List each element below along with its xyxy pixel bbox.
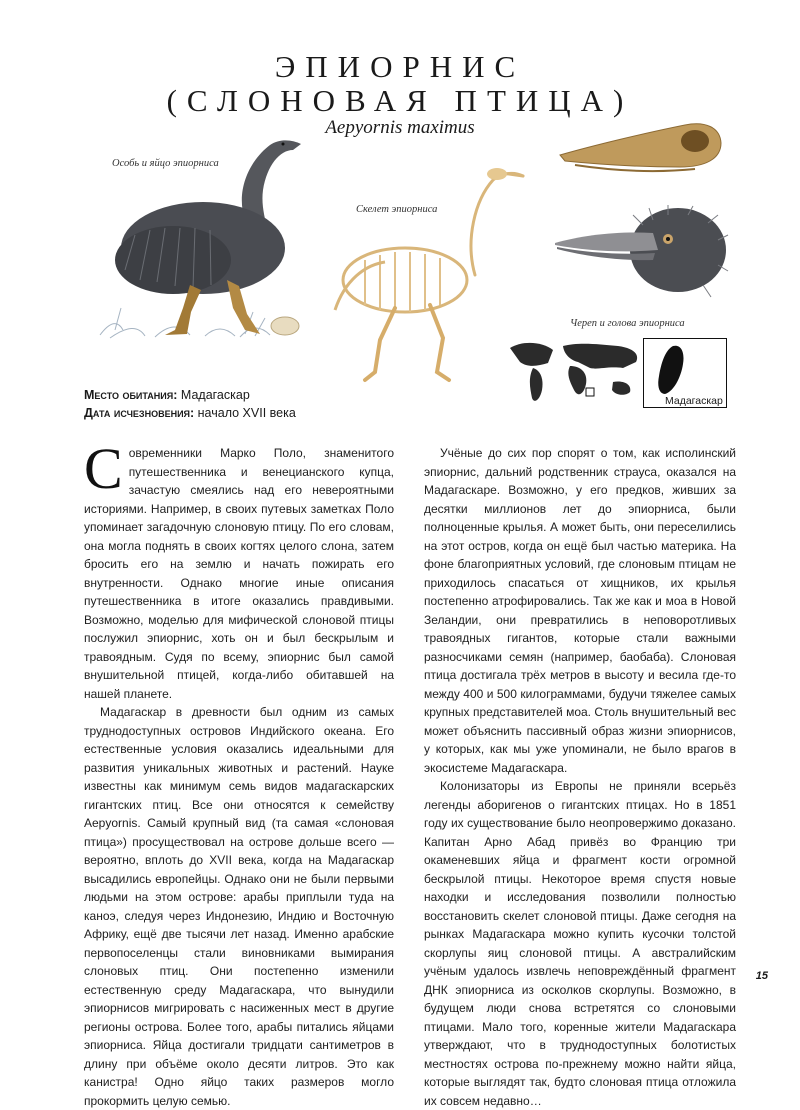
page-number: 15 (755, 970, 768, 982)
extinction-value: начало XVII века (197, 406, 296, 420)
skeleton-illustration (325, 160, 535, 385)
left-paragraph-2: Мадагаскар в древности был одним из самых труднодоступных островов Индийского океана. Его естественные условия оказались идеальными для развития уникальных животных и растений. Науке известны как минимум семь видов мадагаскарских гигантских птиц. Все они относятся к семейству Aepyornis. Самый крупный вид (та самая «слоновая птица») просуществовал на острове дольше всего — вероятно, вплоть до XVII века, когда на Мадагаскар высадились европейцы. Однако они не были первыми людьми на этом острове: арабы приплыли туда на каноэ, следуя через Индонезию, Индию и Восточную Африку, ещё две тысячи лет назад. Именно арабские первопоселенцы стали виновниками вымирания слоновых птиц. Они постепенно изменили естественную среду Мадагаскара, что вынудили эпиорнисов мигрировать с насиженных мест в другие регионы острова. Более того, арабы питались яйцами эпиорниса. Яйца достигали тридцати сантиметров в длину при объёме около десяти литров. Это как канистра! Одно яйцо таких размеров могло прокормить целую семью. (84, 705, 394, 1108)
habitat-label: Место обитания: (84, 388, 178, 402)
caption-bird-egg: Особь и яйцо эпиорниса (112, 158, 219, 169)
left-column (84, 436, 394, 1110)
caption-skeleton: Скелет эпиорниса (356, 204, 438, 215)
left-paragraph-1-text: овременники Марко Поло, знаменитого путешественника и венецианского купца, зачастую смеялись над его невероятными историями. Например, в своих путевых заметках Поло упоминает загадочную слоновую птицу. По его словам, она могла поднять в своих когтях целого слона, затем бросить его на землю и начать пожирать его внутренности. Однако многие иные описания путешественника в итоге оказались правдивыми. Возможно, моделью для мифической слоновой птицы послужил эпиорнис, хоть он и был бескрылым и травоядным. Судя по всему, эпиорнис был самой внушительной птицей, когда-либо обитавшей на нашей планете. (84, 446, 394, 701)
page-title-line1: ЭПИОРНИС (274, 49, 526, 84)
extinction-label: Дата исчезновения: (84, 406, 195, 420)
bird-egg-illustration (95, 130, 305, 345)
latin-name: Aepyornis maximus (325, 117, 475, 138)
map-label: Мадагаскар (665, 395, 723, 407)
right-column (424, 444, 736, 1110)
drop-cap: С (84, 436, 123, 501)
right-paragraph-2: Колонизаторы из Европы не приняли всерьёз легенды аборигенов о гигантских птицах. Но в 1851 году их существование было неопровержимо доказано. Капитан Арно Абад привёз во Францию три окаменевших яйца и фрагмент кости огромной бескрылой птицы. Некоторое время спустя новые находки и исследования позволили полностью восстановить скелет слоновой птицы. Даже сегодня на рынках Мадагаскара можно купить кусочки толстой скорлупы яиц слоновой птицы. А австралийским учёным удалось извлечь неповреждённый фрагмент ДНК эпиорниса из осколков скорлупы. Возможно, в будущем люди снова встретятся со слоновыми птицами. Мало того, коренные жители Мадагаскара утверждают, что в труднодоступных болотистых местностях острова по-прежнему можно найти яйца, которые выглядят так, будто слоновая птица отложила их совсем недавно… (424, 779, 736, 1108)
facts-block (84, 386, 296, 422)
caption-skull-head: Череп и голова эпиорниса (570, 318, 685, 329)
world-map (508, 338, 643, 408)
head-illustration (553, 205, 728, 305)
left-paragraph-1 (84, 436, 394, 703)
habitat-value: Мадагаскар (180, 388, 250, 402)
right-paragraph-1: Учёные до сих пор спорят о том, как исполинский эпиорнис, дальний родственник страуса, оказался на Мадагаскаре. Возможно, у его предков, живших за десятки миллионов лет до эпиорниса, были полноценные крылья. А может быть, они переселились на этот остров, когда он ещё был частью материка. На фоне благоприятных условий, где слоновым птицам не приходилось спасаться от хищников, их крылья постепенно атрофировались. Так же как и моа в Новой Зеландии, они превратились в неповоротливых травоядных гигантов, которые стали важными разносчиками семян (например, баобаба). Слоновая птица достигала трёх метров в высоту и весила где-то между 400 и 500 килограммами, будучи тяжелее самых крупных представителей моа. Столь внушительный вес может объяснить пассивный образ жизни эпиорнисов, у которых, как мы уже упоминали, не было врагов в экосистеме Мадагаскара. (424, 446, 736, 775)
skull-illustration (555, 115, 725, 180)
page-title-line2: (СЛОНОВАЯ ПТИЦА) (166, 83, 634, 118)
